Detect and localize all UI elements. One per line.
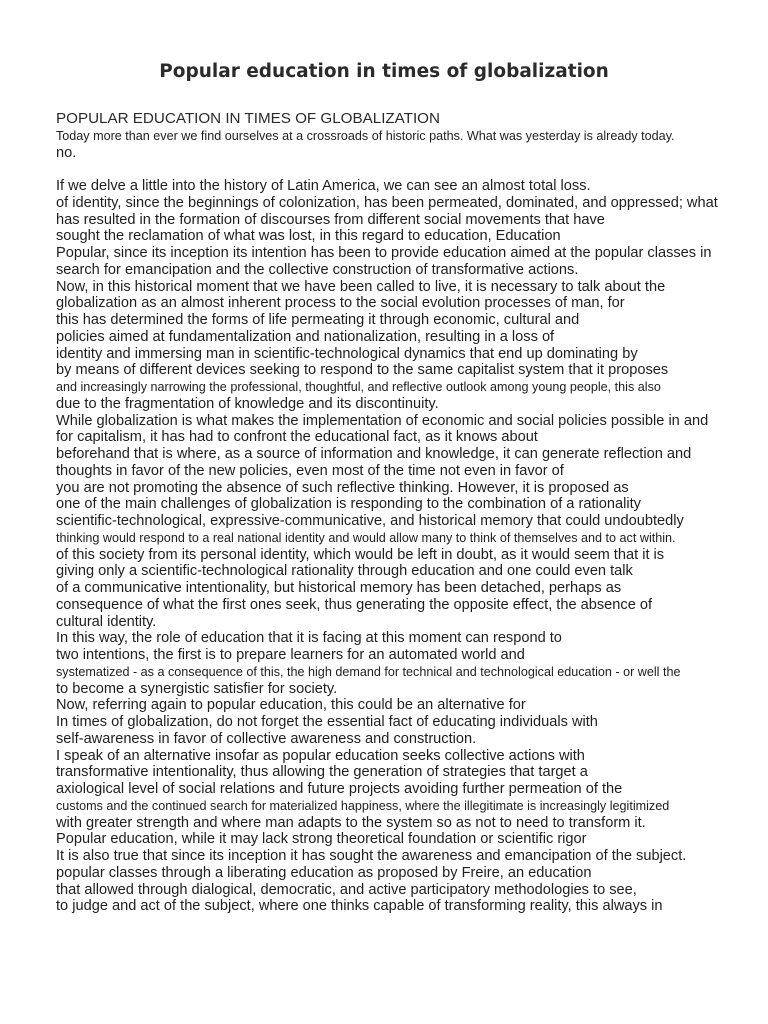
text-line: giving only a scientific-technological rationality through education and one could even talk bbox=[56, 563, 633, 580]
text-line: beforehand that is where, as a source of information and knowledge, it can generate reflection and bbox=[56, 446, 692, 462]
text-line: you are not promoting the absence of such reflective thinking. However, it is proposed as bbox=[56, 479, 629, 496]
text-line: has resulted in the formation of discourses from different social movements that have bbox=[56, 211, 605, 228]
text-line: customs and the continued search for materialized happiness, where the illegitimate is increasingly legitimized bbox=[56, 798, 670, 813]
text-line: scientific-technological, expressive-communicative, and historical memory that could undoubtedly bbox=[56, 513, 684, 529]
document-body bbox=[56, 111, 768, 915]
text-line: Now, in this historical moment that we have been called to live, it is necessary to talk about the bbox=[56, 278, 666, 295]
text-line: In this way, the role of education that it is facing at this moment can respond to bbox=[56, 630, 562, 647]
text-line: I speak of an alternative insofar as popular education seeks collective actions with bbox=[56, 747, 585, 764]
text-line: policies aimed at fundamentalization and nationalization, resulting in a loss of bbox=[56, 328, 555, 345]
text-line: systematized - as a consequence of this, the high demand for technical and technological education - or well the bbox=[56, 664, 681, 679]
text-line: globalization as an almost inherent process to the social evolution processes of man, for bbox=[56, 295, 625, 312]
text-line: transformative intentionality, thus allowing the generation of strategies that target a bbox=[56, 764, 588, 781]
text-line: Popular, since its inception its intention has been to provide education aimed at the popular classes in bbox=[56, 245, 712, 261]
text-line: this has determined the forms of life permeating it through economic, cultural and bbox=[56, 312, 580, 328]
text-line: for capitalism, it has had to confront the educational fact, as it knows about bbox=[56, 429, 538, 446]
text-line: In times of globalization, do not forget the essential fact of educating individuals with bbox=[56, 714, 598, 730]
text-line: If we delve a little into the history of Latin America, we can see an almost total loss. bbox=[56, 178, 591, 194]
text-line: thoughts in favor of the new policies, even most of the time not even in favor of bbox=[56, 462, 564, 479]
text-line: of this society from its personal identity, which would be left in doubt, as it would seem that it is bbox=[56, 546, 665, 563]
text-line: and increasingly narrowing the professional, thoughtful, and reflective outlook among young people, this also bbox=[56, 380, 661, 394]
text-line: It is also true that since its inception it has sought the awareness and emancipation of the subject. bbox=[56, 848, 687, 864]
text-line: search for emancipation and the collective construction of transformative actions. bbox=[56, 261, 579, 278]
text-line: sought the reclamation of what was lost, in this regard to education, Education bbox=[56, 228, 561, 245]
text-line: one of the main challenges of globalization is responding to the combination of a rationality bbox=[56, 496, 641, 513]
text-line: thinking would respond to a real national identity and would allow many to think of themselves and to act within. bbox=[56, 530, 676, 545]
text-line: popular classes through a liberating education as proposed by Freire, an education bbox=[56, 864, 592, 881]
text-line: due to the fragmentation of knowledge and its discontinuity. bbox=[56, 395, 439, 412]
text-line: While globalization is what makes the implementation of economic and social policies possible in and bbox=[56, 412, 709, 429]
text-line: with greater strength and where man adapts to the system so as not to need to transform it. bbox=[56, 814, 646, 831]
section-heading: POPULAR EDUCATION IN TIMES OF GLOBALIZATION bbox=[56, 110, 440, 127]
text-line: of a communicative intentionality, but historical memory has been detached, perhaps as bbox=[56, 580, 622, 596]
text-line: of identity, since the beginnings of colonization, has been permeated, dominated, and oppressed; what bbox=[56, 194, 718, 211]
blank-line bbox=[56, 161, 768, 178]
text-line: Today more than ever we find ourselves at a crossroads of historic paths. What was yesterday is already today. bbox=[56, 128, 675, 143]
text-line: self-awareness in favor of collective awareness and construction. bbox=[56, 730, 477, 747]
text-line: two intentions, the first is to prepare learners for an automated world and bbox=[56, 647, 525, 663]
text-line: consequence of what the first ones seek, thus generating the opposite effect, the absence of bbox=[56, 596, 653, 613]
text-line: axiological level of social relations and future projects avoiding further permeation of the bbox=[56, 781, 623, 797]
text-line: no. bbox=[56, 144, 77, 161]
text-line: cultural identity. bbox=[56, 613, 157, 630]
text-line: identity and immersing man in scientific-technological dynamics that end up dominating by bbox=[56, 345, 638, 362]
document-title: Popular education in times of globalization bbox=[159, 61, 609, 82]
text-line: by means of different devices seeking to respond to the same capitalist system that it proposes bbox=[56, 362, 669, 379]
text-line: Now, referring again to popular education, this could be an alternative for bbox=[56, 697, 526, 714]
text-line: to become a synergistic satisfier for society. bbox=[56, 680, 338, 697]
text-line: that allowed through dialogical, democratic, and active participatory methodologies to see, bbox=[56, 881, 637, 898]
text-line: Popular education, while it may lack strong theoretical foundation or scientific rigor bbox=[56, 831, 587, 848]
text-line: to judge and act of the subject, where one thinks capable of transforming reality, this always in bbox=[56, 898, 663, 915]
